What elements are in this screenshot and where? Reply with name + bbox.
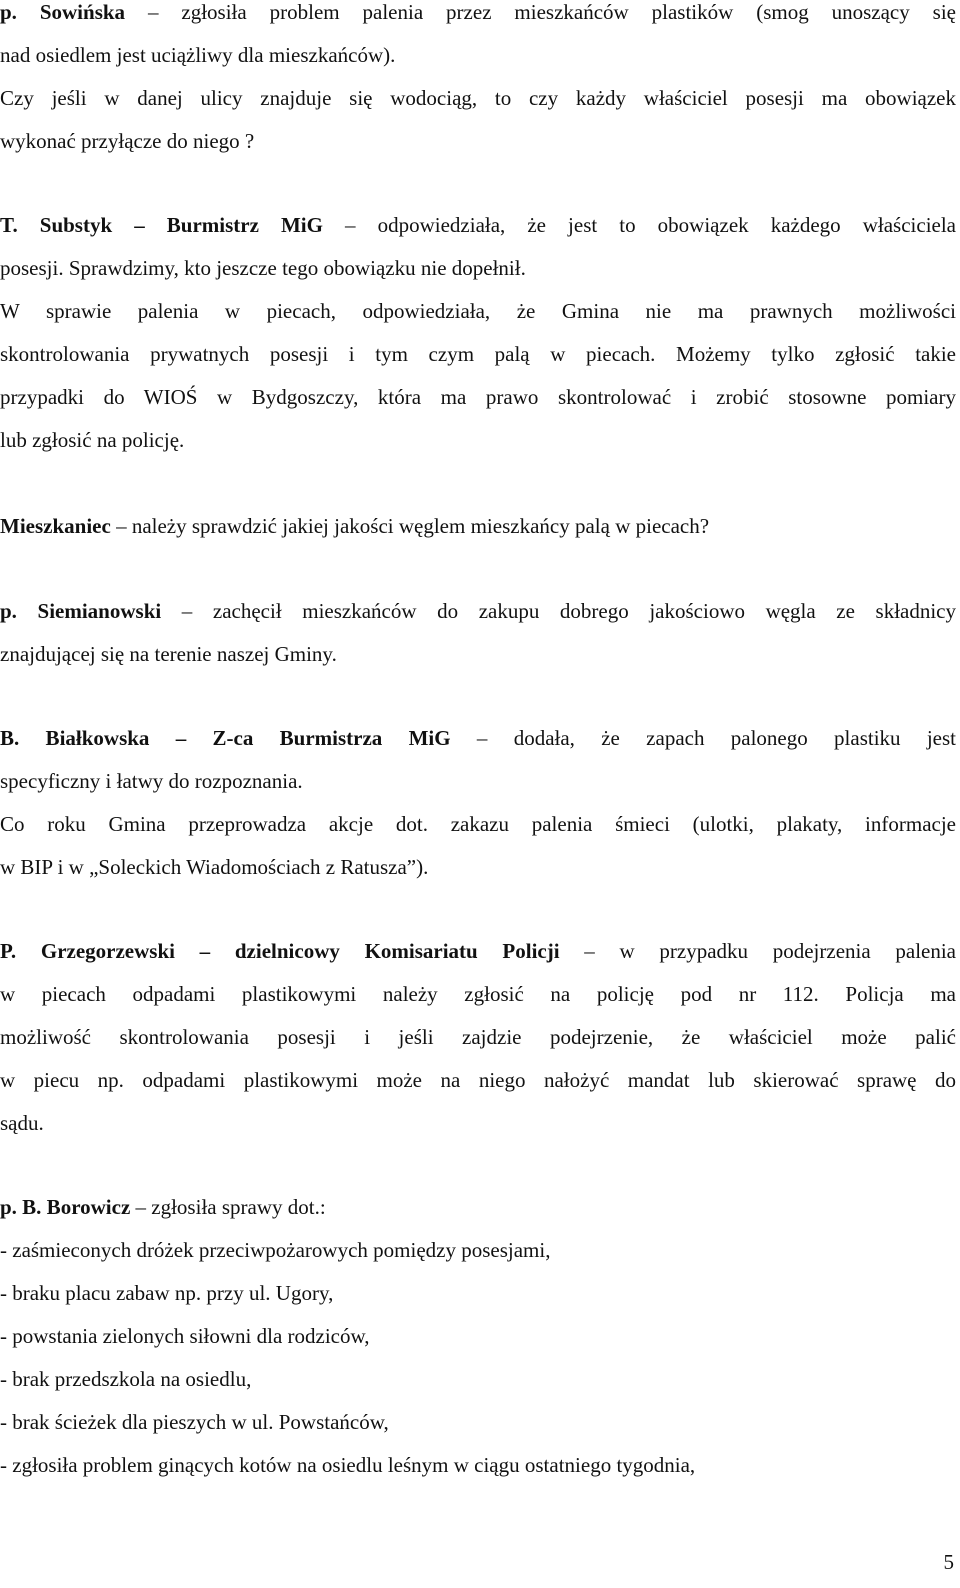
- paragraph-grzegorzewski-line2: w piecach odpadami plastikowymi należy zgłosić na policję pod nr 112. Policja ma: [0, 982, 956, 1006]
- paragraph-grzegorzewski-line3: możliwość skontrolowania posesji i jeśli zajdzie podejrzenie, że właściciel może palić: [0, 1025, 956, 1049]
- list-item: - zgłosiła problem ginących kotów na osiedlu leśnym w ciągu ostatniego tygodnia,: [0, 1453, 696, 1477]
- paragraph-akcje-line2: w BIP i w „Soleckich Wiadomościach z Ratusza”).: [0, 855, 429, 879]
- paragraph-sowinska-line1: p. Sowińska – zgłosiła problem palenia przez mieszkańców plastików (smog unoszący się: [0, 0, 956, 24]
- paragraph-substyk-line1: T. Substyk – Burmistrz MiG – odpowiedziała, że jest to obowiązek każdego właściciela: [0, 213, 957, 237]
- paragraph-question-line2: wykonać przyłącze do niego ?: [0, 129, 255, 153]
- list-item: - brak przedszkola na osiedlu,: [0, 1367, 252, 1391]
- list-item: - powstania zielonych siłowni dla rodziców,: [0, 1324, 370, 1348]
- paragraph-grzegorzewski-line4: w piecu np. odpadami plastikowymi może na niego nałożyć mandat lub skierować sprawę do: [0, 1068, 956, 1092]
- paragraph-bialkowska-line1: B. Białkowska – Z-ca Burmistrza MiG – dodała, że zapach palonego plastiku jest: [0, 726, 956, 750]
- paragraph-bialkowska-line2: specyficzny i łatwy do rozpoznania.: [0, 769, 303, 793]
- list-item: - braku placu zabaw np. przy ul. Ugory,: [0, 1281, 334, 1305]
- paragraph-siemianowski-line2: znajdującej się na terenie naszej Gminy.: [0, 642, 337, 666]
- paragraph-akcje-line1: Co roku Gmina przeprowadza akcje dot. zakazu palenia śmieci (ulotki, plakaty, informacje: [0, 812, 956, 836]
- paragraph-question-line1: Czy jeśli w danej ulicy znajduje się wodociąg, to czy każdy właściciel posesji ma obowiązek: [0, 86, 956, 110]
- page-number: 5: [943, 1550, 954, 1574]
- paragraph-palenie-line2: skontrolowania prywatnych posesji i tym czym palą w piecach. Możemy tylko zgłosić takie: [0, 342, 956, 366]
- paragraph-siemianowski-line1: p. Siemianowski – zachęcił mieszkańców do zakupu dobrego jakościowo węgla ze składnicy: [0, 599, 957, 623]
- paragraph-borowicz: p. B. Borowicz – zgłosiła sprawy dot.:: [0, 1195, 326, 1219]
- paragraph-palenie-line1: W sprawie palenia w piecach, odpowiedziała, że Gmina nie ma prawnych możliwości: [0, 299, 956, 323]
- paragraph-grzegorzewski-line5: sądu.: [0, 1111, 44, 1135]
- paragraph-sowinska-line2: nad osiedlem jest uciążliwy dla mieszkańców).: [0, 43, 396, 67]
- paragraph-palenie-line4: lub zgłosić na policję.: [0, 428, 185, 452]
- paragraph-substyk-line2: posesji. Sprawdzimy, kto jeszcze tego obowiązku nie dopełnił.: [0, 256, 526, 280]
- paragraph-mieszkaniec: Mieszkaniec – należy sprawdzić jakiej jakości węglem mieszkańcy palą w piecach?: [0, 514, 710, 538]
- list-item: - brak ścieżek dla pieszych w ul. Powstańców,: [0, 1410, 389, 1434]
- paragraph-grzegorzewski-line1: P. Grzegorzewski – dzielnicowy Komisariatu Policji – w przypadku podejrzenia palenia: [0, 939, 957, 963]
- paragraph-palenie-line3: przypadki do WIOŚ w Bydgoszczy, która ma prawo skontrolować i zrobić stosowne pomiary: [0, 385, 956, 409]
- list-item: - zaśmieconych dróżek przeciwpożarowych pomiędzy posesjami,: [0, 1238, 551, 1262]
